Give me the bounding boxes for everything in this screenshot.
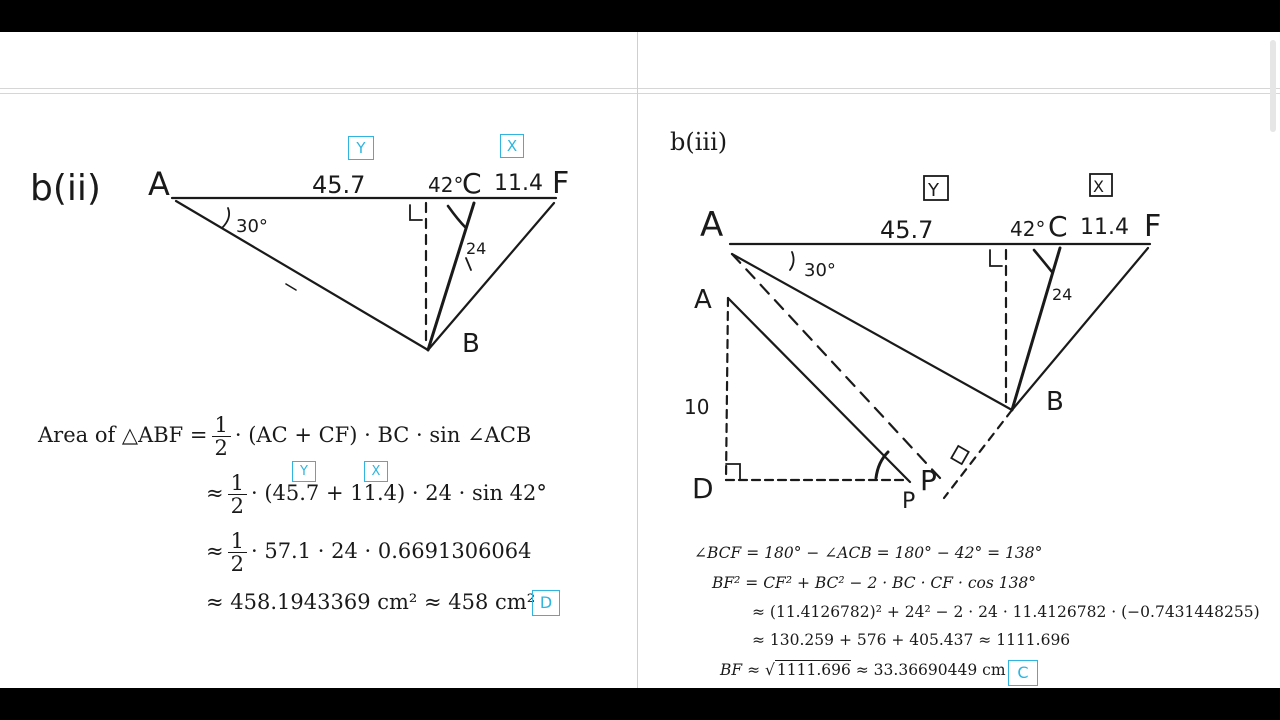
eq-line-3: ≈ (11.4126782)² + 24² − 2 · 24 · 11.4126782 · (−0.7431448255) [752, 603, 1260, 621]
line-ap-dashed [732, 254, 940, 478]
label-b: B [462, 329, 480, 359]
area-expr-3: · 57.1 · 24 · 0.6691306064 [250, 539, 532, 563]
area-line-1 [38, 414, 531, 459]
area-expr-1: · (AC + CF) · BC · sin ∠ACB [234, 423, 532, 447]
header-rule-2 [0, 93, 1280, 94]
right-angle-p [951, 446, 968, 464]
cf-length: 11.4 [494, 171, 543, 196]
left-label: b(ii) [30, 168, 101, 209]
right-angle-mark [410, 205, 422, 220]
eq-line-4: ≈ 130.259 + 576 + 405.437 ≈ 1111.696 [752, 631, 1071, 649]
line-ap [728, 298, 910, 482]
box-y-label: Y [928, 180, 939, 201]
area-result: ≈ 458.1943369 cm² ≈ 458 cm² [206, 590, 536, 614]
area-line-3: ≈ $\frac{1}{2}$ · 57.1 · 24 · 0.6691306064 [206, 529, 532, 576]
cf-length-r: 11.4 [1080, 215, 1129, 240]
bottom-black-bar [0, 688, 1280, 720]
tag-x-eq: X [364, 461, 388, 482]
frac-1: $\frac{1}{2}$ [212, 414, 231, 459]
bc-mark: 24 [466, 239, 487, 258]
left-diagram [0, 100, 637, 380]
eq-line-1: ∠BCF = 180° − ∠ACB = 180° − 42° = 138° [694, 544, 1043, 562]
right-label: b(iii) [670, 128, 728, 156]
label-p2: P [920, 464, 937, 497]
label-f: F [552, 166, 570, 201]
line-ab [176, 201, 428, 350]
right-diagram [640, 160, 1270, 520]
line-ad [726, 298, 728, 480]
line-bf-r [1012, 248, 1148, 410]
label-c: C [462, 167, 482, 200]
label-a: A [148, 165, 170, 203]
label-c-r: C [1048, 210, 1068, 243]
eq-line-2: BF² = CF² + BC² − 2 · BC · CF · cos 138° [712, 574, 1037, 592]
frac-3: $\frac{1}{2}$ [228, 530, 247, 575]
right-angle-d [726, 464, 740, 480]
bc-mark-r: 24 [1052, 285, 1073, 304]
angle-c-arc [448, 206, 466, 228]
line-ab-r [732, 254, 1012, 410]
label-b-r: B [1046, 387, 1064, 417]
eq-line-5: BF ≈ √ 1111.696 ≈ 33.36690449 cm [720, 661, 1006, 679]
ac-length: 45.7 [312, 171, 366, 199]
angle-c-r: 42° [1010, 217, 1046, 241]
angle-a-arc [222, 208, 229, 228]
angle-c: 42° [428, 173, 464, 197]
label-a2: A [694, 285, 712, 315]
tag-c-answer: C [1008, 660, 1038, 686]
area-lhs: Area of △ABF = [38, 423, 208, 447]
frac-2: $\frac{1}{2}$ [228, 472, 247, 517]
area-line-2: ≈ $\frac{1}{2}$ · (45.7 + 11.4) · 24 · sin 42° [206, 471, 547, 518]
label-d: D [692, 472, 714, 505]
line-bf [428, 203, 554, 350]
tag-y-left: Y [348, 136, 374, 160]
header-rule [0, 88, 1280, 89]
label-f-r: F [1144, 209, 1162, 244]
top-black-bar [0, 0, 1280, 32]
tag-d-answer: D [532, 590, 560, 616]
tag-y-eq: Y [292, 461, 316, 482]
label-a-r: A [700, 205, 724, 245]
right-angle-mark-r [990, 250, 1002, 266]
angle-a-r: 30° [804, 260, 836, 281]
box-x-label: X [1093, 177, 1104, 196]
angle-a: 30° [236, 216, 268, 237]
tag-x-left: X [500, 134, 524, 158]
area-expr-2: · (45.7 + 11.4) · 24 · sin 42° [250, 481, 547, 505]
ac-length-r: 45.7 [880, 216, 934, 244]
label-p: P [902, 489, 916, 514]
panel-divider [637, 32, 638, 688]
scrollbar[interactable] [1270, 40, 1276, 132]
ad-length: 10 [684, 395, 710, 419]
line-bc [428, 203, 474, 350]
